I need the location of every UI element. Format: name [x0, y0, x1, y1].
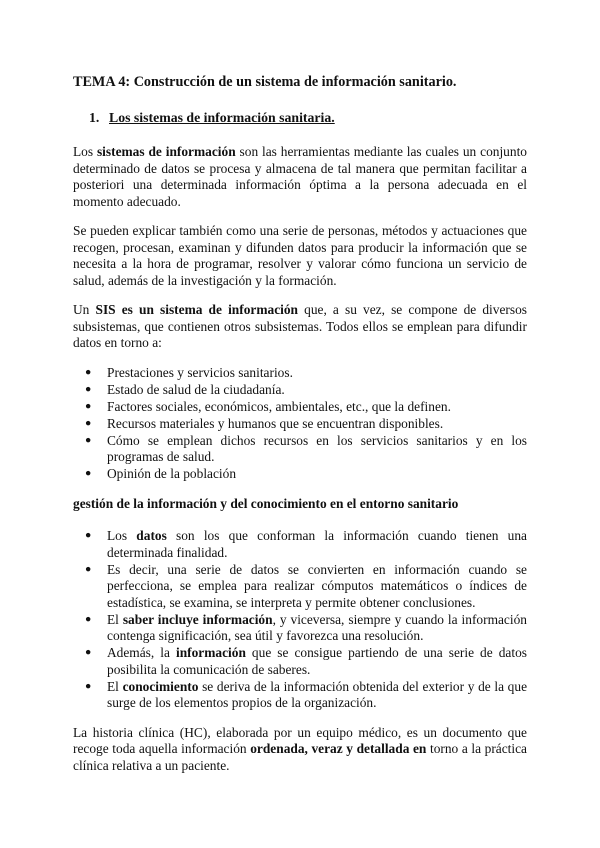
text-run: son las herramientas mediante las cuales un conjunto determinado de datos se procesa y almacena de tal manera que permitan facilitar a posteriori una determinada información óptima a la persona adecuada en el momento adecuado.	[73, 144, 527, 209]
text-run: Es decir, una serie de datos se convierten en información cuando se perfecciona, se emplea para realizar cómputos matemáticos o índices de estadística, se examina, se interpreta y permite obtener conclusiones.	[107, 561, 527, 610]
bullet-list-topics	[73, 365, 527, 483]
paragraph-sis	[73, 302, 527, 352]
text-run: Además, la	[107, 645, 176, 660]
subheading: gestión de la información y del conocimiento en el entorno sanitario	[73, 495, 459, 511]
text-run: El	[107, 611, 123, 627]
list-item	[73, 612, 527, 645]
bold-term: SIS es un sistema de información	[95, 302, 298, 317]
bold-term: sistemas de información	[96, 144, 236, 159]
bold-term: saber incluye información	[122, 611, 273, 627]
list-item: ● Factores sociales, económicos, ambientales, etc., que la definen.	[73, 399, 527, 416]
bold-term: información	[175, 645, 246, 660]
list-item	[73, 562, 527, 612]
text-run: Un	[73, 302, 96, 317]
list-item: ● Opinión de la población	[73, 466, 527, 483]
list-item: ● Estado de salud de la ciudadanía.	[73, 382, 527, 399]
bold-term: ordenada, veraz y detallada en	[250, 741, 427, 756]
text-run: torno a la práctica clínica relativa a un paciente.	[73, 741, 528, 773]
bold-term: conocimiento	[122, 678, 199, 694]
list-item: ● Cómo se emplean dichos recursos en los servicios sanitarios y en los programas de salud.	[73, 433, 527, 466]
list-item	[73, 528, 527, 561]
text-run: , y viceversa, siempre y cuando la información contenga significación, sea útil y favorezca una resolución.	[107, 611, 527, 643]
text-run: que, a su vez, se compone de diversos subsistemas, que contienen otros subsistemas. Todos ellos se emplean para difundir datos en torno a:	[73, 302, 527, 350]
paragraph-historia-clinica	[73, 725, 527, 775]
section-heading	[89, 110, 527, 127]
document-title: TEMA 4: Construcción de un sistema de información sanitario.	[73, 74, 457, 90]
list-item	[73, 645, 527, 678]
text-run: son los que conforman la información cuando tienen una determinada finalidad.	[107, 528, 527, 560]
section-number: 1.	[89, 109, 100, 125]
text-run: Los	[73, 144, 97, 159]
text-run: El	[107, 678, 123, 694]
text-run: se deriva de la información obtenida del exterior y de la que surge de los elementos propios de la organización.	[107, 678, 528, 710]
paragraph-explanation: Se pueden explicar también como una serie de personas, métodos y actuaciones que recogen, procesan, examinan y difunden datos para producir la información que se necesita a la hora de programar, resolver y valorar cómo funciona un servicio de salud, además de la investigación y la formación.	[73, 223, 527, 288]
section-title: Los sistemas de información sanitaria.	[109, 109, 335, 125]
bullet-list-knowledge	[73, 528, 527, 712]
bold-term: datos	[136, 528, 167, 543]
document-body	[73, 74, 527, 787]
text-run: La historia clínica (HC), elaborada por un equipo médico, es un documento que recoge toda aquella información	[73, 724, 527, 756]
list-item: ● Recursos materiales y humanos que se encuentran disponibles.	[73, 416, 527, 433]
list-item: ● Prestaciones y servicios sanitarios.	[73, 365, 527, 382]
text-run: Los	[107, 528, 137, 543]
paragraph-definition	[73, 144, 527, 210]
text-run: que se consigue partiendo de una serie de datos posibilita la comunicación de saberes.	[107, 645, 527, 677]
list-item	[73, 679, 527, 712]
